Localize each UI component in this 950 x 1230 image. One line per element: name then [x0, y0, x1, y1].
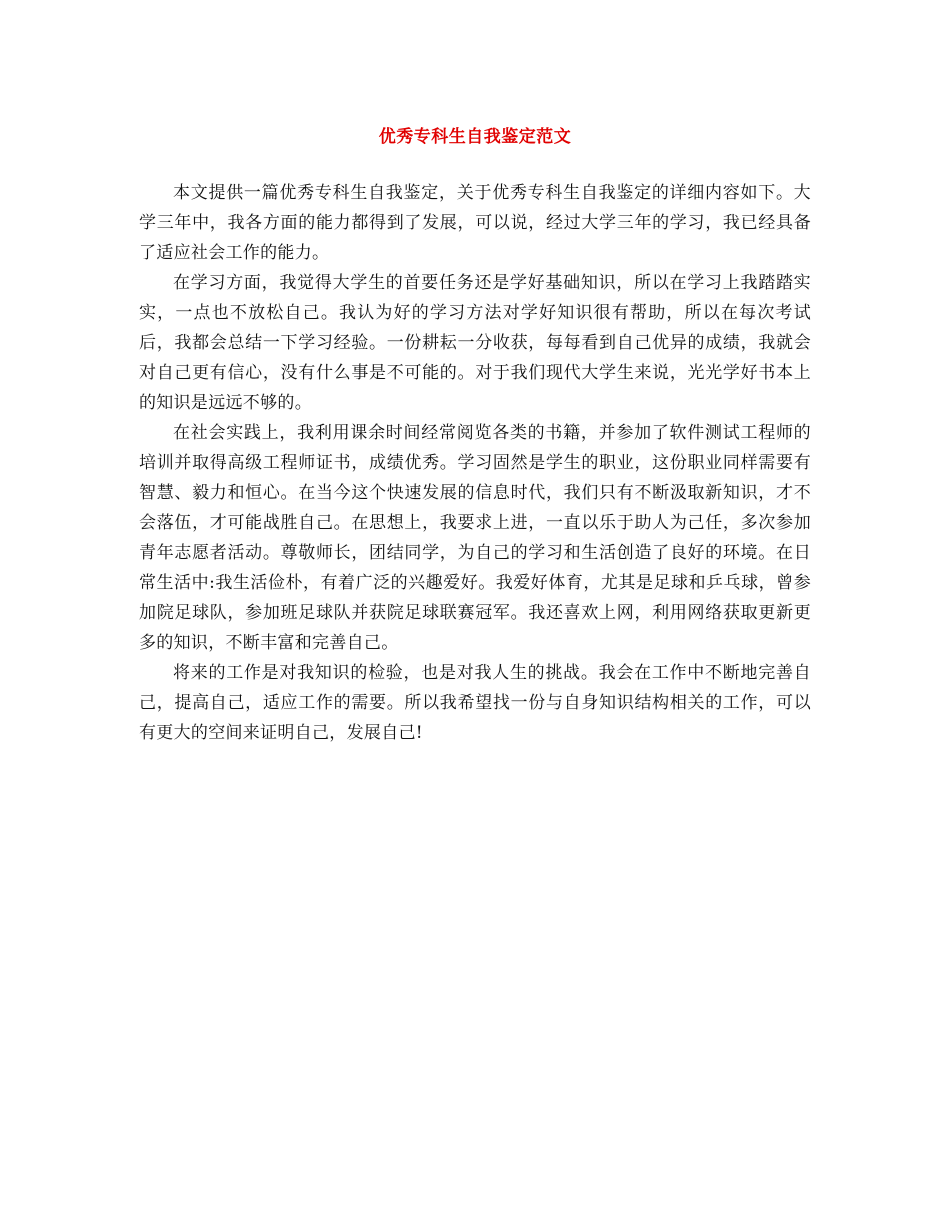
paragraph-2: 在学习方面，我觉得大学生的首要任务还是学好基础知识，所以在学习上我踏踏实实，一点也不放松自己。我认为好的学习方法对学好知识很有帮助，所以在每次考试后，我都会总结一下学习经验。一份耕耘一分收获，每每看到自己优异的成绩，我就会对自己更有信心，没有什么事是不可能的。对于我们现代大学生来说，光光学好书本上的知识是远远不够的。 [139, 273, 811, 413]
paragraph-1: 本文提供一篇优秀专科生自我鉴定，关于优秀专科生自我鉴定的详细内容如下。大学三年中，我各方面的能力都得到了发展，可以说，经过大学三年的学习，我已经具备了适应社会工作的能力。 [139, 183, 811, 263]
paragraph-4: 将来的工作是对我知识的检验，也是对我人生的挑战。我会在工作中不断地完善自己，提高自己，适应工作的需要。所以我希望找一份与自身知识结构相关的工作，可以有更大的空间来证明自己，发展自己! [139, 663, 811, 743]
document-body [139, 178, 811, 748]
document-title: 优秀专科生自我鉴定范文 [378, 127, 572, 147]
paragraph-3: 在社会实践上，我利用课余时间经常阅览各类的书籍，并参加了软件测试工程师的培训并取得高级工程师证书，成绩优秀。学习固然是学生的职业，这份职业同样需要有智慧、毅力和恒心。在当今这个快速发展的信息时代，我们只有不断汲取新知识，才不会落伍，才可能战胜自己。在思想上，我要求上进，一直以乐于助人为己任，多次参加青年志愿者活动。尊敬师长，团结同学，为自己的学习和生活创造了良好的环境。在日常生活中:我生活俭朴，有着广泛的兴趣爱好。我爱好体育，尤其是足球和乒乓球，曾参加院足球队，参加班足球队并获院足球联赛冠军。我还喜欢上网，利用网络获取更新更多的知识，不断丰富和完善自己。 [139, 423, 811, 653]
